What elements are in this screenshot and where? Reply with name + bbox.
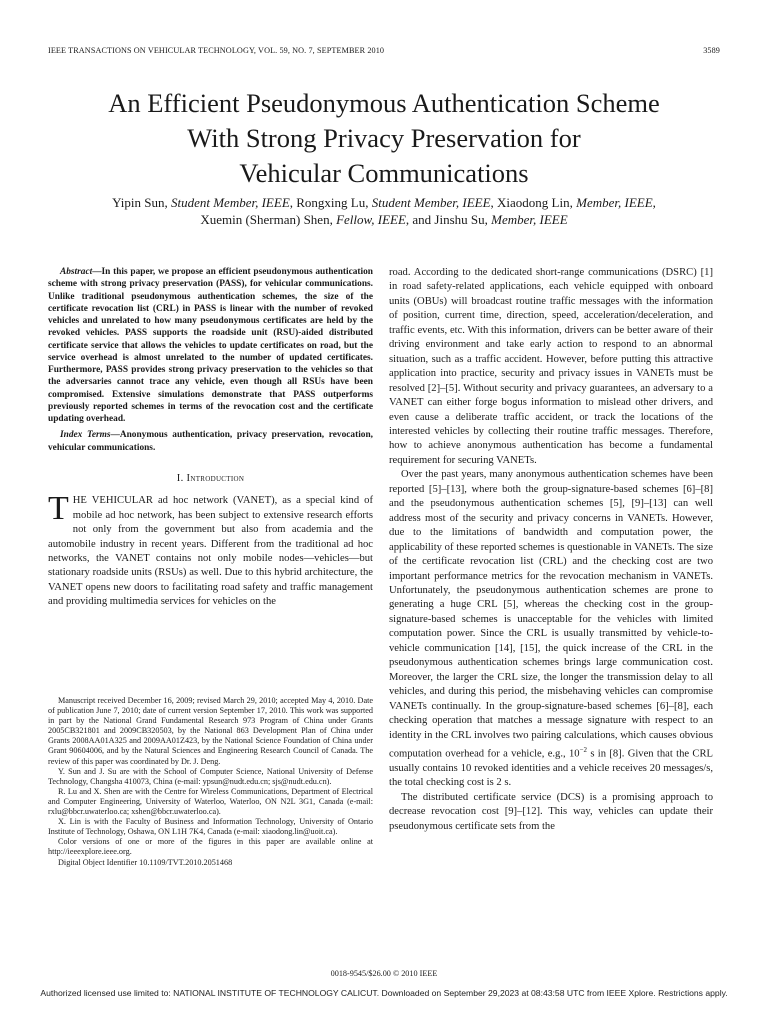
body-paragraph: Over the past years, many anonymous authentication schemes have been reported [5]–[13], where both the group-signature-based schemes [6]–[8] and the pseudonymous authentication schemes [5], [9]–[13] can well address most of the security and privacy concerns in VANETs. However, due to the limitations of bandwidth and computation power, the applicability of these reported schemes is questionable in VANETs. The size of the certificate revocation list (CRL) and the checking cost are two important performance metrics for the revocation mechanism in VANETs. Unfortunately, the pseudonymous authentication schemes are prone to generating a huge CRL [5], whereas the checking cost in the group-signature-based schemes is unacceptable for the vehicles with limited computation power. Since the CRL is usually transmitted by vehicle-to-vehicle communication [14], [15], the quick increase of the CRL in the pseudonymous authentication schemes brings large communication cost. Moreover, the larger the CRL size, the longer the transmission delay to all vehicles, and during this period, the misbehaving vehicles can compromise VANETs continually. In the group-signature-based schemes [6]–[8], each checking operation that matches a message signature with respect to an identity in the CRL involves two pairing calculations, which causes obvious computation overhead for a vehicle, e.g., $10^{-2}$ s in [8]. Given that the CRL usually contains 10 revoked identities and a vehicle receives 20 messages/s, the total checking cost is 2 s. <box>389 469 713 789</box>
footnote-doi: Digital Object Identifier 10.1109/TVT.2010.2051468 <box>58 857 233 867</box>
left-column <box>48 266 373 610</box>
footnote-affiliation: Y. Sun and J. Su are with the School of Computer Science, National University of Defense Technology, Changsha 410073, China (e-mail: ypsun@nudt.edu.cn; sjs@nudt.edu.cn). <box>48 766 373 786</box>
title-line: With Strong Privacy Preservation for <box>187 123 581 153</box>
index-terms <box>48 429 373 454</box>
abstract <box>48 266 373 425</box>
title-line: An Efficient Pseudonymous Authentication Scheme <box>108 88 660 118</box>
footnote-affiliation: R. Lu and X. Shen are with the Centre for Wireless Communications, Department of Electrical and Computer Engineering, University of Waterloo, Waterloo, ON N2L 3G1, Canada (e-mail: rxlu@bbcr.uwaterloo.ca; xshen@bbcr.uwaterloo.ca). <box>48 786 373 817</box>
license-notice: Authorized licensed use limited to: NATIONAL INSTITUTE OF TECHNOLOGY CALICUT. Downloaded on September 29,2023 at 08:43:58 UTC from IEEE Xplore. Restrictions apply. <box>40 988 728 998</box>
index-terms-text: —Anonymous authentication, privacy preservation, revocation, vehicular communications. <box>48 430 373 453</box>
right-column <box>389 266 713 834</box>
footnote-manuscript: Manuscript received December 16, 2009; revised March 29, 2010; accepted May 4, 2010. Date of publication June 7, 2010; date of current version September 17, 2010. This work was supported in part by the National Grand Fundamental Research 973 Program of China under Grants 2005CB321801 and 2009CB320503, by the National 863 Development Plan of China under Grants 2008AA01A325 and 2009AA01Z423, by the National Science Foundation of China under Grant 90604006, and by the Natural Sciences and Engineering Research Council of Canada. The review of this paper was coordinated by Dr. J. Deng. <box>48 696 373 766</box>
footnote-affiliation: X. Lin is with the Faculty of Business and Information Technology, University of Ontario Institute of Technology, Oshawa, ON L1H 7K4, Canada (e-mail: xiaodong.lin@uoit.ca). <box>48 817 373 837</box>
drop-cap: T <box>48 490 69 528</box>
author-line: Yipin Sun, Student Member, IEEE, Rongxing Lu, Student Member, IEEE, Xiaodong Lin, Member, IEEE, <box>112 195 656 210</box>
author-line: Xuemin (Sherman) Shen, Fellow, IEEE, and Jinshu Su, Member, IEEE <box>200 212 568 227</box>
body-paragraph: The distributed certificate service (DCS) is a promising approach to decrease revocation cost [9]–[12]. This way, vehicles can update their pseudonymous certificate sets from the <box>389 791 713 832</box>
intro-text: ad hoc network (VANET), as a special kind of mobile ad hoc network, has been subject to extensive research efforts not only from the government but also from academia and the automobile industry in recent years. Different from the traditional ad hoc networks, the VANET contains not only mobile nodes—vehicles—but stationary roadside units (RSUs) as well. Due to this hybrid architecture, the VANET opens new doors to facilitating road safety and traffic management and providing multimedia services for vehicles on the <box>48 495 373 608</box>
running-header <box>48 46 720 55</box>
intro-paragraph <box>48 490 373 610</box>
body-paragraph: road. According to the dedicated short-range communications (DSRC) [1] in road safety-related applications, each vehicle equipped with onboard units (OBUs) will broadcast routine traffic messages with the information of position, current time, direction, speed, acceleration/deceleration, and traffic events, etc. With this information, drivers can be better aware of their driving environment and take early action to respond to an abnormal situation, such as a traffic accident. However, before putting this attractive application into practice, security and privacy issues in VANETs must be resolved [2]–[5]. Without security and privacy guarantees, an adversary to a VANET can either forge bogus information to mislead other drivers, and even cause a deliberate traffic accident, or track the locations of the interested vehicles by collecting their routine traffic messages. Therefore, how to achieve anonymous authentication has become a fundamental requirement for securing VANETs. <box>389 267 713 466</box>
author-list <box>60 194 708 228</box>
title-line: Vehicular Communications <box>239 158 529 188</box>
paper-title <box>40 86 728 191</box>
abstract-text: —In this paper, we propose an efficient pseudonymous authentication scheme with strong privacy preservation (PASS), for vehicular communications. Unlike traditional pseudonymous authentication schemes, the size of the certificate revocation list (CRL) in PASS is linear with the number of revoked vehicles and unrelated to how many pseudonymous certificates are held by the revoked vehicles. PASS supports the roadside unit (RSU)-aided distributed certificate service that allows the vehicles to update certificates on road, but the service overhead is almost unrelated to the number of updated certificates. Furthermore, PASS provides strong privacy preservation to the vehicles so that the adversaries cannot trace any vehicle, even though all RSUs have been compromised. Extensive simulations demonstrate that PASS outperforms previously reported schemes in terms of the revocation cost and the certificate updating overhead. <box>48 267 373 424</box>
index-terms-label: Index Terms <box>60 430 111 441</box>
journal-name: IEEE TRANSACTIONS ON VEHICULAR TECHNOLOGY, VOL. 59, NO. 7, SEPTEMBER 2010 <box>48 46 385 55</box>
section-heading: I. Introduction <box>176 472 245 484</box>
page-number: 3589 <box>703 46 720 55</box>
lead-in: HE VEHICULAR <box>72 495 153 507</box>
copyright-line: 0018-9545/$26.00 © 2010 IEEE <box>330 969 438 978</box>
abstract-label: Abstract <box>60 267 93 277</box>
footnote-color: Color versions of one or more of the figures in this paper are available online at http://ieeexplore.ieee.org. <box>48 837 373 857</box>
footnotes <box>48 696 373 868</box>
